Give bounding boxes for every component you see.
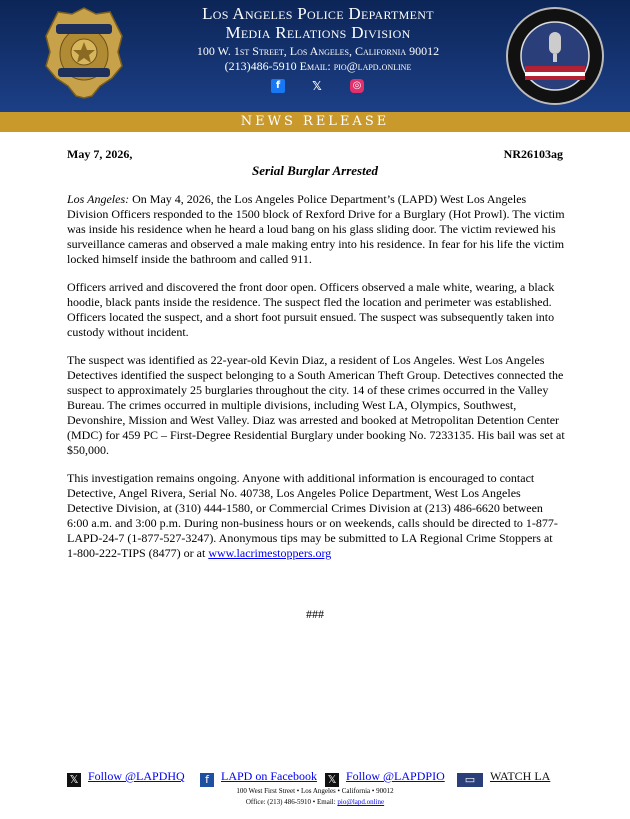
footer-link-lapdhq[interactable] xyxy=(67,767,185,785)
paragraph-1 xyxy=(67,192,565,267)
paragraph-1-text: On May 4, 2026, the Los Angeles Police Department’s (LAPD) West Los Angeles Division Officers responded to the 1500 block of Rexford Drive for a Burglary (Hot Prowl). The victim was inside his residence when he heard a loud bang on his glass sliding door. The victim reviewed his surveillance cameras and observed a male making entry into his residence. In fear for his life the victim locked himself inside the bathroom and called 911. xyxy=(67,192,565,266)
header-address: 100 W. 1st Street, Los Angeles, California 90012 xyxy=(196,44,440,58)
department-name: Los Angeles Police Department xyxy=(202,4,434,23)
paragraph-4-text: This investigation remains ongoing. Anyone with additional information is encouraged to contact Detective, Angel Rivera, Serial No. 40738, Los Angeles Police Department, West Los Angeles Detective Division, at (310) 444-1580, or Commercial Crimes Division at (213) 486-6620 between 6:00 a.m. and 3:00 p.m. During non-business hours or on weekends, calls should be directed to 1-877-LAPD-24-7 (1-877-527-3247). Anonymous tips may be submitted to LA Regional Crime Stoppers at 1-800-222-TIPS (8477) or at xyxy=(67,471,558,560)
release-date: May 7, 2026, xyxy=(67,147,133,161)
footer-link-lapdpio-label[interactable]: Follow @LAPDPIO xyxy=(346,769,445,783)
footer-office-line xyxy=(0,797,630,808)
release-number: NR26103ag xyxy=(503,147,563,161)
watch-la-icon: ▭ xyxy=(457,773,483,787)
footer-email-link[interactable]: pio@lapd.online xyxy=(337,798,385,806)
paragraph-4 xyxy=(67,471,565,561)
footer-office-label: Office: (213) 486-5910 • Email: xyxy=(245,798,338,806)
paragraph-2: Officers arrived and discovered the front door open. Officers observed a male white, wearing, a black hoodie, black pants inside the residence. The suspect fled the location and perimeter was established. Officers located the suspect, and a short foot pursuit ensued. The suspect was subsequently taken into custody without incident. xyxy=(67,280,555,339)
header-social-links xyxy=(262,79,374,95)
footer-address xyxy=(0,786,630,808)
release-headline: Serial Burglar Arrested xyxy=(252,163,378,178)
footer-link-watch-la-label[interactable]: WATCH LA xyxy=(490,769,551,783)
footer-link-facebook-label[interactable]: LAPD on Facebook xyxy=(221,769,317,783)
media-relations-seal-icon xyxy=(505,6,605,106)
facebook-icon[interactable]: f xyxy=(271,79,285,93)
x-icon: 𝕏 xyxy=(67,773,81,787)
footer-link-watch-la[interactable] xyxy=(457,767,550,785)
release-body xyxy=(67,192,565,574)
crimestoppers-link[interactable]: www.lacrimestoppers.org xyxy=(208,546,332,560)
masthead xyxy=(0,0,630,112)
footer-address-line: 100 West First Street • Los Angeles • California • 90012 xyxy=(236,787,394,795)
paragraph-3: The suspect was identified as 22-year-old Kevin Diaz, a resident of Los Angeles. West Los Angeles Detectives identified the suspect belonging to a South American Theft Group. Detectives connected the suspect to approximately 25 burglaries throughout the city. 14 of these crimes occurred in the Valley Bureau. The crimes occurred in multiple divisions, including West LA, Olympics, Southwest, Devonshire, Mission and West Valley. Diaz was arrested and booked at Metropolitan Detention Center (MDC) for 459 PC – First-Degree Residential Burglary under booking No. 7233135. His bail was set at $50,000. xyxy=(67,353,565,457)
news-release-banner: NEWS RELEASE xyxy=(0,112,630,132)
footer-link-lapdhq-label[interactable]: Follow @LAPDHQ xyxy=(88,769,185,783)
end-mark: ### xyxy=(306,607,324,621)
facebook-icon: f xyxy=(200,773,214,787)
police-badge-icon xyxy=(44,6,124,100)
dateline: Los Angeles: xyxy=(67,192,130,206)
footer-link-lapdpio[interactable] xyxy=(325,767,445,785)
footer-link-facebook[interactable] xyxy=(200,767,317,785)
instagram-icon[interactable]: ◎ xyxy=(350,79,364,93)
division-name: Media Relations Division xyxy=(225,23,411,42)
footer-social-links xyxy=(67,767,567,785)
x-icon[interactable]: 𝕏 xyxy=(312,79,322,93)
x-icon: 𝕏 xyxy=(325,773,339,787)
header-phone-email: (213)486-5910 Email: pio@lapd.online xyxy=(224,59,412,73)
